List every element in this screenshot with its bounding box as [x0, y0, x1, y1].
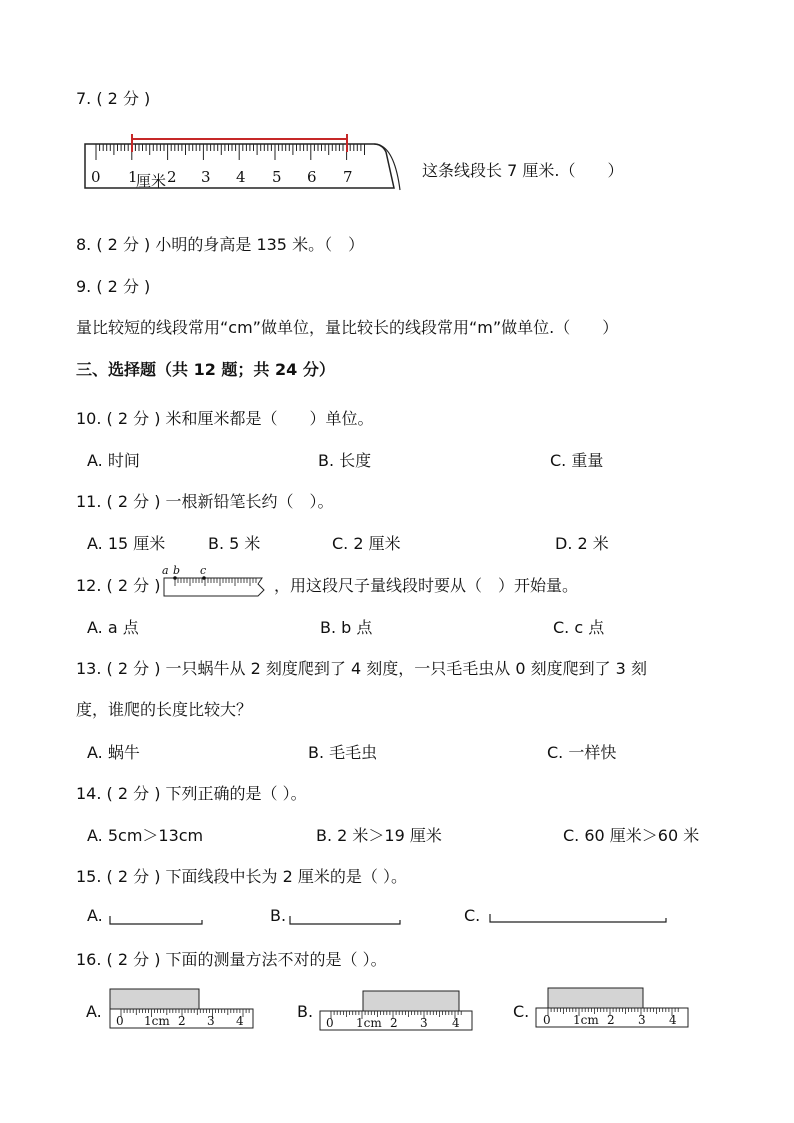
- q7-ruler-image: [82, 130, 408, 196]
- q16-option-b[interactable]: B.: [297, 1002, 314, 1021]
- q11-text: 11. ( 2 分 ) 一根新铅笔长约（ ）。: [76, 492, 334, 511]
- q15-option-a[interactable]: A.: [87, 906, 103, 925]
- ruler-label-c: c: [200, 564, 207, 577]
- q14-text: 14. ( 2 分 ) 下列正确的是（ ）。: [76, 784, 307, 803]
- q15-segment-c: [488, 912, 668, 924]
- ruler-label-a: a: [162, 564, 169, 577]
- q14-option-a[interactable]: A. 5cm＞13cm: [87, 826, 204, 845]
- q13-option-a[interactable]: A. 蜗牛: [87, 743, 140, 762]
- q15-option-b[interactable]: B.: [270, 906, 287, 925]
- q15-segment-a: [108, 914, 204, 926]
- ruler-label-0: 0: [91, 168, 101, 186]
- svg-text:4: 4: [236, 1014, 244, 1028]
- q12-option-c[interactable]: C. c 点: [553, 618, 605, 637]
- q16-ruler-c: [534, 986, 692, 1030]
- q10-option-c[interactable]: C. 重量: [550, 451, 604, 470]
- svg-text:3: 3: [420, 1016, 428, 1030]
- q13-line2: 度，谁爬的长度比较大？: [76, 700, 253, 719]
- svg-text:2: 2: [178, 1014, 186, 1028]
- svg-text:0: 0: [543, 1013, 551, 1027]
- svg-text:1cm: 1cm: [356, 1016, 382, 1030]
- svg-text:1cm: 1cm: [573, 1013, 599, 1027]
- q7-head: 7. ( 2 分 ): [76, 89, 151, 108]
- ruler-label-3: 3: [201, 168, 211, 186]
- svg-text:4: 4: [669, 1013, 677, 1027]
- q14-option-c[interactable]: C. 60 厘米＞60 米: [563, 826, 700, 845]
- svg-text:1cm: 1cm: [144, 1014, 170, 1028]
- svg-text:0: 0: [116, 1014, 124, 1028]
- ruler-label-1: 1: [128, 168, 138, 186]
- q13-option-c[interactable]: C. 一样快: [547, 743, 617, 762]
- q13-line1: 13. ( 2 分 ) 一只蜗牛从 2 刻度爬到了 4 刻度，一只毛毛虫从 0 刻度爬到了 3 刻: [76, 659, 647, 678]
- q12-ruler-image: [158, 564, 270, 600]
- svg-text:4: 4: [452, 1016, 460, 1030]
- q16-option-a[interactable]: A.: [86, 1002, 102, 1021]
- q12-tail: ，用这段尺子量线段时要从（ ）开始量。: [274, 576, 579, 595]
- q11-option-c[interactable]: C. 2 厘米: [332, 534, 401, 553]
- ruler-label-b: b: [173, 564, 181, 577]
- q10-option-a[interactable]: A. 时间: [87, 451, 140, 470]
- q16-option-c[interactable]: C.: [513, 1002, 530, 1021]
- q15-segment-b: [288, 914, 402, 926]
- section-title: 三、选择题（共 12 题；共 24 分）: [76, 360, 335, 379]
- q15-text: 15. ( 2 分 ) 下面线段中长为 2 厘米的是（ ）。: [76, 867, 407, 886]
- q12-option-a[interactable]: A. a 点: [87, 618, 139, 637]
- q10-text: 10. ( 2 分 ) 米和厘米都是（ ）单位。: [76, 409, 374, 428]
- svg-text:2: 2: [390, 1016, 398, 1030]
- svg-text:3: 3: [638, 1013, 646, 1027]
- svg-text:0: 0: [326, 1016, 334, 1030]
- ruler-label-6: 6: [307, 168, 317, 186]
- q8-text: 8. ( 2 分 ) 小明的身高是 135 米。（ ）: [76, 235, 365, 254]
- q9-head: 9. ( 2 分 ): [76, 277, 151, 296]
- svg-text:3: 3: [207, 1014, 215, 1028]
- q11-option-a[interactable]: A. 15 厘米: [87, 534, 166, 553]
- svg-text:2: 2: [607, 1013, 615, 1027]
- q9-statement: 量比较短的线段常用“cm”做单位，量比较长的线段常用“m”做单位.（ ）: [76, 318, 619, 337]
- q16-ruler-b: [318, 989, 476, 1033]
- ruler-label-7: 7: [343, 168, 353, 186]
- ruler-unit: 厘米: [136, 172, 167, 190]
- q16-ruler-a: [108, 987, 256, 1031]
- q12-head: 12. ( 2 分 ): [76, 576, 161, 595]
- q11-option-d[interactable]: D. 2 米: [555, 534, 609, 553]
- q7-statement: 这条线段长 7 厘米.（ ）: [422, 161, 624, 180]
- q14-option-b[interactable]: B. 2 米＞19 厘米: [316, 826, 442, 845]
- q10-option-b[interactable]: B. 长度: [318, 451, 372, 470]
- ruler-label-5: 5: [272, 168, 282, 186]
- q15-option-c[interactable]: C.: [464, 906, 481, 925]
- ruler-label-2: 2: [167, 168, 177, 186]
- q11-option-b[interactable]: B. 5 米: [208, 534, 261, 553]
- q13-option-b[interactable]: B. 毛毛虫: [308, 743, 378, 762]
- q16-text: 16. ( 2 分 ) 下面的测量方法不对的是（ ）。: [76, 950, 387, 969]
- ruler-label-4: 4: [236, 168, 246, 186]
- q12-option-b[interactable]: B. b 点: [320, 618, 373, 637]
